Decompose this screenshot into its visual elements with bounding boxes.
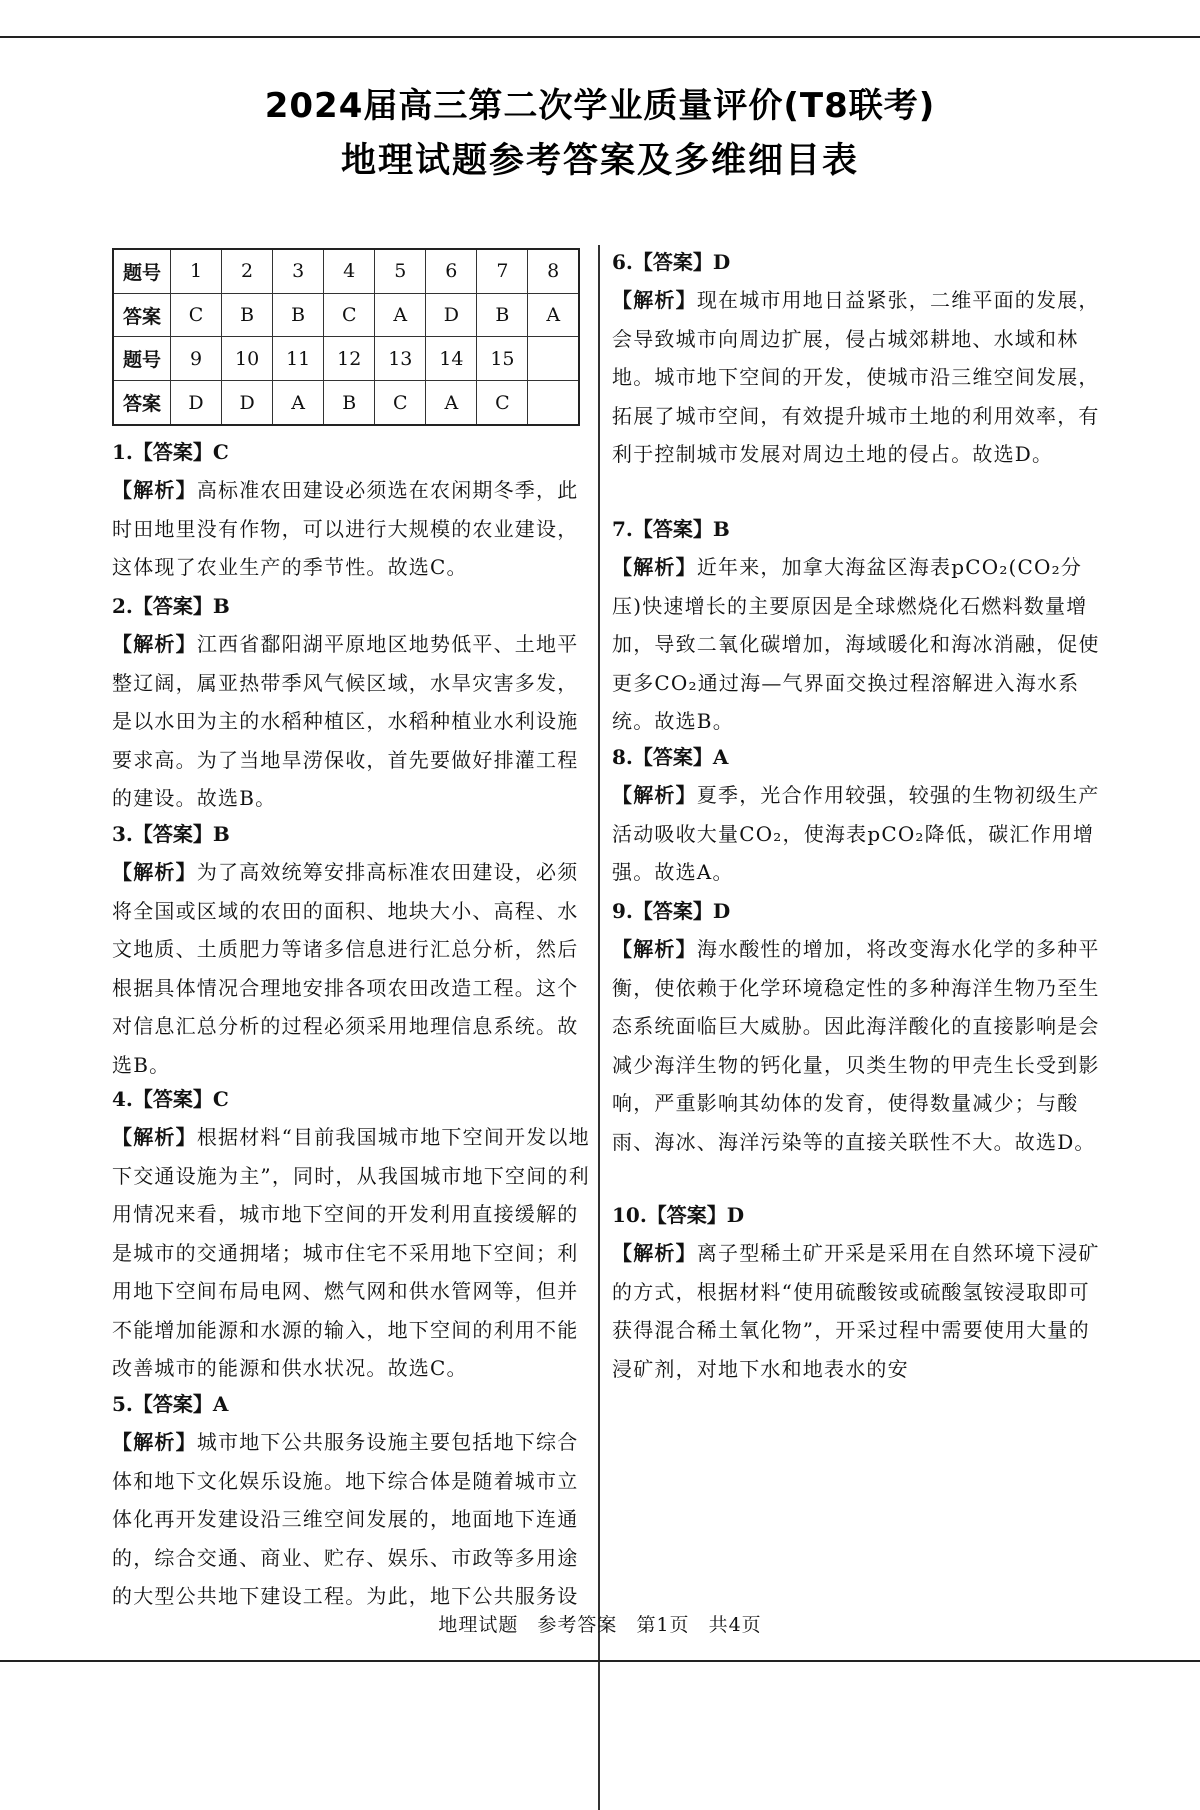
table-cell: D [171, 381, 222, 425]
table-cell: 8 [528, 249, 579, 293]
table-cell: 9 [171, 337, 222, 381]
table-cell: A [426, 381, 477, 425]
analysis-text: 【解析】高标准农田建设必须选在农闲期冬季，此时田地里没有作物，可以进行大规模的农业建设，这体现了农业生产的季节性。故选C。 [112, 478, 579, 579]
row-label: 题号 [113, 249, 171, 293]
question-1 [112, 433, 590, 587]
answer-line: 4.【答案】C [112, 1087, 229, 1111]
question-5 [112, 1385, 590, 1615]
question-7 [612, 510, 1102, 741]
column-divider [598, 245, 600, 1810]
row-label: 题号 [113, 337, 171, 381]
table-cell [528, 337, 579, 381]
table-cell: A [375, 293, 426, 337]
analysis-text: 【解析】城市地下公共服务设施主要包括地下综合体和地下文化娱乐设施。地下综合体是随着城市立体化再开发建设沿三维空间发展的，地面地下连通的，综合交通、商业、贮存、娱乐、市政等多用途的大型公共地下建设工程。为此，地下公共服务设 [112, 1430, 579, 1608]
table-cell: C [477, 381, 528, 425]
table-row [113, 293, 579, 337]
table-cell: A [273, 381, 324, 425]
analysis-text: 【解析】江西省鄱阳湖平原地区地势低平、土地平整辽阔，属亚热带季风气候区域，水旱灾害多发，是以水田为主的水稻种植区，水稻种植业水利设施要求高。为了当地旱涝保收，首先要做好排灌工程的建设。故选B。 [112, 632, 579, 810]
answer-line: 1.【答案】C [112, 440, 229, 464]
table-cell: C [375, 381, 426, 425]
page-title: 2024届高三第二次学业质量评价(T8联考) [264, 86, 936, 126]
table-cell: 1 [171, 249, 222, 293]
table-cell: 11 [273, 337, 324, 381]
table-cell [528, 381, 579, 425]
footer-page: 第1页 [636, 1614, 690, 1636]
table-cell: 10 [222, 337, 273, 381]
answer-line: 2.【答案】B [112, 594, 230, 618]
table-cell: C [324, 293, 375, 337]
table-row [113, 381, 579, 425]
table-row [113, 249, 579, 293]
table-cell: C [171, 293, 222, 337]
answer-line: 6.【答案】D [612, 250, 731, 274]
row-label: 答案 [113, 381, 171, 425]
table-cell: B [273, 293, 324, 337]
table-cell: A [528, 293, 579, 337]
page-footer [0, 1610, 1200, 1637]
table-cell: 5 [375, 249, 426, 293]
table-cell: 14 [426, 337, 477, 381]
footer-subject: 地理试题 [438, 1614, 519, 1636]
page-subtitle: 地理试题参考答案及多维细目表 [340, 141, 859, 181]
table-row [113, 337, 579, 381]
table-cell: D [222, 381, 273, 425]
analysis-text: 【解析】根据材料“目前我国城市地下空间开发以地下交通设施为主”，同时，从我国城市地下空间的利用情况来看，城市地下空间的开发利用直接缓解的是城市的交通拥堵；城市住宅不采用地下空间；利用地下空间布局电网、燃气网和供水管网等，但并不能增加能源和水源的输入，地下空间的利用不能改善城市的能源和供水状况。故选C。 [112, 1125, 590, 1380]
question-2 [112, 587, 590, 818]
footer-total: 共4页 [708, 1614, 762, 1636]
table-cell: 13 [375, 337, 426, 381]
table-cell: B [222, 293, 273, 337]
table-cell: 6 [426, 249, 477, 293]
question-10 [612, 1196, 1102, 1616]
table-cell: 12 [324, 337, 375, 381]
table-cell: 7 [477, 249, 528, 293]
answer-line: 5.【答案】A [112, 1392, 229, 1416]
question-4 [112, 1080, 590, 1388]
table-cell: B [477, 293, 528, 337]
answer-line: 9.【答案】D [612, 899, 731, 923]
question-6 [612, 243, 1102, 474]
analysis-text: 【解析】夏季，光合作用较强，较强的生物初级生产活动吸收大量CO₂，使海表pCO₂降低，碳汇作用增强。故选A。 [612, 783, 1100, 884]
table-cell: 3 [273, 249, 324, 293]
table-cell: 2 [222, 249, 273, 293]
analysis-text: 【解析】现在城市用地日益紧张，二维平面的发展，会导致城市向周边扩展，侵占城郊耕地、水域和林地。城市地下空间的开发，使城市沿三维空间发展，拓展了城市空间，有效提升城市土地的利用效率，有利于控制城市发展对周边土地的侵占。故选D。 [612, 288, 1100, 466]
table-cell: D [426, 293, 477, 337]
analysis-text: 【解析】近年来，加拿大海盆区海表pCO₂(CO₂分压)快速增长的主要原因是全球燃烧化石燃料数量增加，导致二氧化碳增加，海域暖化和海冰消融，促使更多CO₂通过海—气界面交换过程溶解进入海水系统。故选B。 [612, 555, 1100, 733]
question-9 [612, 892, 1102, 1161]
answer-line: 8.【答案】A [612, 745, 729, 769]
table-cell: 15 [477, 337, 528, 381]
analysis-text: 【解析】离子型稀土矿开采是采用在自然环境下浸矿的方式，根据材料“使用硫酸铵或硫酸氢铵浸取即可获得混合稀土氧化物”，开采过程中需要使用大量的浸矿剂，对地下水和地表水的安 [612, 1241, 1100, 1381]
question-3 [112, 815, 590, 1084]
answer-line: 3.【答案】B [112, 822, 230, 846]
analysis-text: 【解析】海水酸性的增加，将改变海水化学的多种平衡，使依赖于化学环境稳定性的多种海洋生物乃至生态系统面临巨大威胁。因此海洋酸化的直接影响是会减少海洋生物的钙化量，贝类生物的甲壳生长受到影响，严重影响其幼体的发育，使得数量减少；与酸雨、海冰、海洋污染等的直接关联性不大。故选D。 [612, 937, 1100, 1154]
bottom-rule [0, 1660, 1200, 1662]
table-cell: B [324, 381, 375, 425]
table-cell: 4 [324, 249, 375, 293]
question-8 [612, 738, 1102, 892]
footer-doc: 参考答案 [537, 1614, 618, 1636]
top-rule [0, 36, 1200, 38]
answer-line: 7.【答案】B [612, 517, 730, 541]
answer-line: 10.【答案】D [612, 1203, 745, 1227]
analysis-text: 【解析】为了高效统筹安排高标准农田建设，必须将全国或区域的农田的面积、地块大小、高程、水文地质、土质肥力等诸多信息进行汇总分析，然后根据具体情况合理地安排各项农田改造工程。这个对信息汇总分析的过程必须采用地理信息系统。故选B。 [112, 860, 579, 1077]
row-label: 答案 [113, 293, 171, 337]
answer-table [112, 248, 580, 426]
